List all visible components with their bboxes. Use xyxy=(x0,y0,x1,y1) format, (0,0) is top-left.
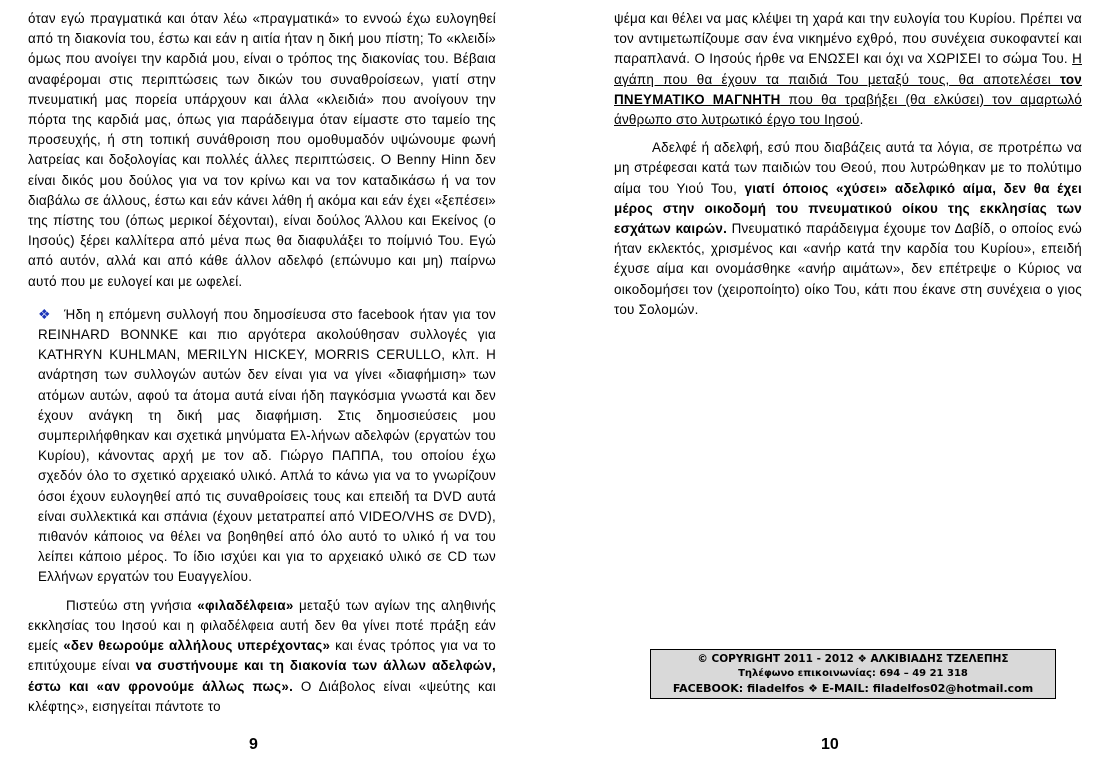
diamond-bullet-icon: ❖ xyxy=(38,305,51,322)
text-run: Αδελφέ ή αδελφή, εσύ που διαβάζεις αυτά τα λόγια, σε προτρέπω να μη στρέφεσαι κατά των παιδιών του Θεού, που λυτρώθηκαν με το πολύτιμο αίμα του Υιού Του, xyxy=(614,140,1082,196)
bold-run: «φιλαδέλφεια» xyxy=(197,597,294,613)
phone-line: Τηλέφωνο επικοινωνίας: 694 – 49 21 318 xyxy=(738,668,968,679)
right-page xyxy=(552,0,1104,761)
underlined-bold-run: τον ΠΝΕΥΜΑΤΙΚΟ ΜΑΓΝΗΤΗ xyxy=(614,71,1082,107)
right-paragraph-2 xyxy=(614,138,1082,320)
bold-run: γιατί όποιος «χύσει» αδελφικό αίμα, δεν θα έχει μέρος στην οικοδομή του πνευματικού οίκου της εκκλησίας των εσχάτων καιρών. xyxy=(614,180,1082,237)
text-run: μεταξύ των αγίων της αληθινής εκκλησίας του Ιησού και η φιλαδέλφεια αυτή δεν θα γίνει ποτέ πράξη εάν εμείς xyxy=(28,597,496,654)
copyright-line: © COPYRIGHT 2011 - 2012 ❖ ΑΛΚΙΒΙΑΔΗΣ ΤΖΕΛΕΠΗΣ xyxy=(697,653,1009,665)
bold-run: να συστήνουμε και τη διακονία των άλλων αδελφών, έστω και «αν φρονούμε άλλως πως». xyxy=(28,658,497,694)
underlined-run: Η αγάπη που θα έχουν τα παιδιά Του μεταξύ τους, θα αποτελέσει xyxy=(614,51,1082,87)
copyright-box xyxy=(650,649,1056,699)
text-run: Πιστεύω στη γνήσια xyxy=(66,597,198,613)
text-run: και ένας τρόπος για να το επιτύχουμε είναι xyxy=(28,638,496,674)
left-paragraph-1: όταν εγώ πραγματικά και όταν λέω «πραγματικά» το εννοώ έχω ευλογηθεί από τη διακονία του, έστω και εάν η αιτία ήταν η δική μου πίστη; Το «κλειδί» όμως που ανοίγει την καρδιά μου, είναι ο τρόπος της διακονίας του. Βέβαια αναφέρομαι στις περιπτώσεις των δικών του συναθροίσεων, γιατί στην πνευματική μας πορεία υπάρχουν και άλλα «κλειδιά» που ανοίγουν την πόρτα της καρδιά μας, όπως για παράδειγμα όταν είμαστε στο ταμείο της προσευχής, ή στη τοπική συνάθροιση που ομοθυμαδόν υψώνουμε φωνή λατρείας και δοξολογίας και πολλές άλλες περιπτώσεις. Ο Benny Hinn δεν είναι δικός μου δούλος για να τον κρίνω και να τον καταδικάσω ή να τον διαβάλω σε άλλους, έστω και εάν κάνει λάθη ή ακόμα και εάν έχει «ξεπέσει» της πίστης του (όπως μερικοί δέχονται), είναι δούλος Άλλου και Εκείνος (ο Ιησούς) ξέρει καλλίτερα από μένα πως θα διαφυλάξει το ποίμνιό Του. Εγώ από αυτόν, αλλά και από κάθε άλλον αδελφό (επώνυμο και μη) παίρνω αυτό που με ευλογεί και με ωφελεί. xyxy=(28,11,496,289)
text-run: ψέμα και θέλει να μας κλέψει τη χαρά και την ευλογία του Κυρίου. Πρέπει να τον αντιμετωπίζουμε σαν ένα νικημένο εχθρό, που συνέχεια συκοφαντεί και παραπλανά. Ο Ιησούς ήρθε να ΕΝΩΣΕΙ και όχι να ΧΩΡΙΣΕΙ το σώμα Του. xyxy=(614,11,1082,67)
text-run: . xyxy=(859,112,864,128)
left-text-column xyxy=(28,9,496,717)
bullet-text: Ήδη η επόμενη συλλογή που δημοσίευσα στο facebook ήταν για τον REINHARD BONNKE και πιο αργότερα ακολούθησαν συλλογές για KATHRYN KUHLMAN, MERILYN HICKEY, MORRIS CERULLO, κλπ. Η ανάρτηση των συλλογών αυτών δεν είναι για να γίνει «διαφήμιση» των ατόμων αυτών, αφού τα άτομα αυτά είναι ήδη παγκόσμια γνωστά και δεν έχουν ανάγκη τη δική μας διαφήμιση. Στις δημοσιεύσεις μου συμπεριλήφθηκαν και σχετικά μηνύματα Ελ-λήνων αδελφών (εργατών του Κυρίου), κάνοντας αρχή με τον αδ. Γιώργο ΠΑΠΠΑ, του οποίου έχω σχεδόν όλο το σχετικό αρχειακό υλικό. Απλά το κάνω για να το γνωρίζουν όσοι έχουν ευλογηθεί από τις συναθροίσεις τους και επειδή τα DVD αυτά είναι συλλεκτικά και σπάνια (έχουν μετατραπεί από VIDEO/VHS σε DVD), πιθανόν κάποιος να θέλει να βοηθηθεί από όλο αυτό το υλικό ή να του λείπει κάποιο μέρος. Το ίδιο ισχύει και για το αρχειακό υλικό σε CD των Ελλήνων εργατών του Ευαγγελίου. xyxy=(38,306,496,585)
right-paragraph-1 xyxy=(614,9,1082,130)
page-number-right: 10 xyxy=(821,736,839,753)
page-number-left: 9 xyxy=(249,736,258,753)
text-run: Πνευματικό παράδειγμα έχουμε τον Δαβίδ, ο οποίος ενώ ήταν εκλεκτός, χρισμένος και «ανήρ κατά την καρδία του Κυρίου», επειδή έχυσε αίμα και ονομάσθηκε «ανήρ αιμάτων», δεν επέτρεψε ο Κύριος να οικοδομήσει τον (χειροποίητο) οίκο Του, κάτι που έκανε στη συνέχεια ο γιος του Σολομών. xyxy=(614,221,1082,317)
bold-run: «δεν θεωρούμε αλλήλους υπερέχοντας» xyxy=(63,638,331,654)
text-run: Ο Διάβολος είναι «ψεύτης και κλέφτης», εισηγείται πάντοτε το xyxy=(28,678,497,714)
right-text-column xyxy=(614,9,1082,320)
underlined-run: που θα τραβήξει (θα ελκύσει) τον αμαρτωλό άνθρωπο στο λυτρωτικό έργο του Ιησού xyxy=(614,91,1082,128)
left-bullet-paragraph xyxy=(28,304,496,588)
contact-line: FACEBOOK: filadelfos ❖ E-MAIL: filadelfos02@hotmail.com xyxy=(672,682,1034,695)
left-paragraph-3 xyxy=(28,596,496,717)
